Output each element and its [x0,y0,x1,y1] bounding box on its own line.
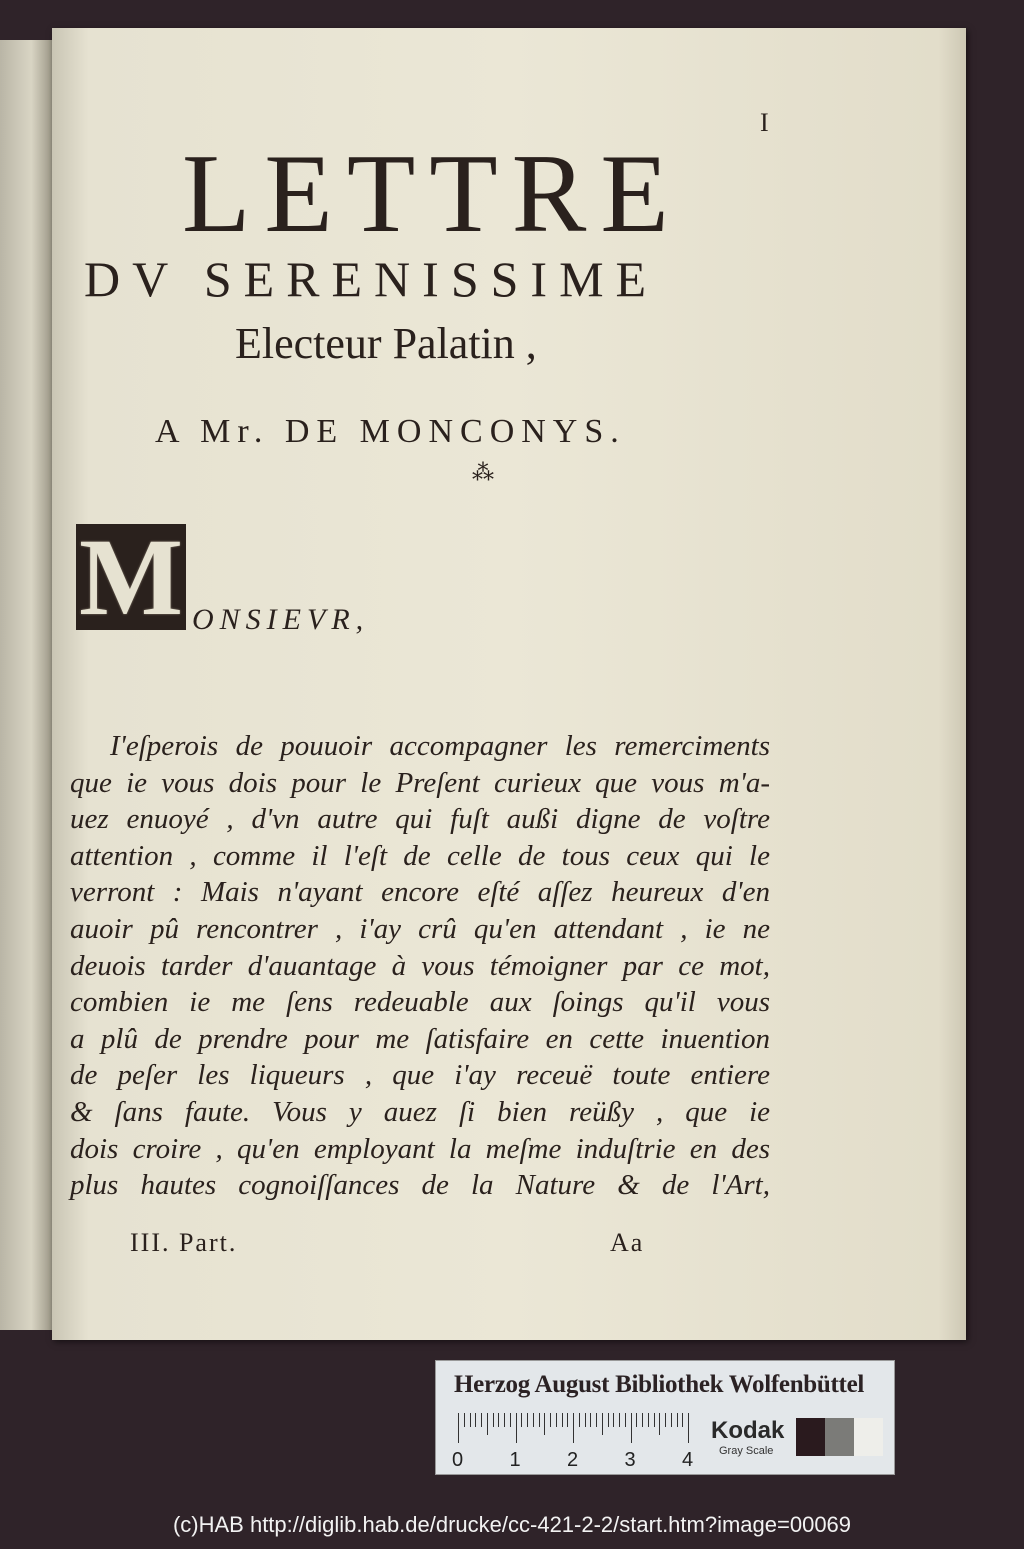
library-name: Herzog August Bibliothek Wolfenbüttel [454,1371,865,1398]
ruler-tick [688,1413,689,1443]
ruler-tick [619,1413,620,1427]
body-line: uez enuoyé , d'vn autre qui fuſt außi digne de voſtre [70,803,770,836]
body-line: auoir pû rencontrer , i'ay crû qu'en attendant , ie ne [70,912,770,945]
drop-cap-letter: M [79,516,183,638]
ornament-icon: ⁂ [472,460,494,485]
ruler-tick [464,1413,465,1427]
ruler-number: 2 [567,1449,579,1471]
facing-page-edge [0,40,52,1330]
book-page [52,28,966,1340]
ruler-tick [556,1413,557,1427]
ruler-tick [671,1413,672,1427]
body-line: plus hautes cognoiſſances de la Nature & de l'Art, [70,1169,770,1202]
ruler-tick [642,1413,643,1427]
subtitle-addressee: A Mr. DE MONCONYS. [155,413,626,450]
ruler-tick [475,1413,476,1427]
ruler-number: 3 [624,1449,636,1471]
ruler-tick [567,1413,568,1427]
ruler-tick [527,1413,528,1427]
ruler-number: 0 [452,1449,464,1471]
ruler-tick [613,1413,614,1427]
letter-body [70,728,770,1204]
ruler [458,1413,688,1443]
ruler-tick [493,1413,494,1427]
ruler-number: 4 [682,1449,694,1471]
ruler-tick [636,1413,637,1427]
drop-cap-initial [76,516,186,638]
page-title: LETTRE [182,132,683,256]
ruler-tick [516,1413,517,1443]
ruler-tick [539,1413,540,1427]
ruler-tick [470,1413,471,1427]
ruler-tick [573,1413,574,1443]
ruler-tick [481,1413,482,1427]
ruler-tick [585,1413,586,1427]
library-color-card [435,1360,895,1475]
ruler-tick [682,1413,683,1427]
footer-part: III. Part. [130,1228,238,1257]
ruler-tick [521,1413,522,1427]
body-line: & ſans faute. Vous y auez ſi bien reüßy , que ie [70,1095,770,1128]
ruler-tick [544,1413,545,1435]
ruler-number: 1 [509,1449,521,1471]
ruler-tick [487,1413,488,1435]
ruler-tick [665,1413,666,1427]
page-number: I [760,108,769,137]
ruler-tick [608,1413,609,1427]
body-line: que ie vous dois pour le Preſent curieux que vous m'a- [70,766,770,799]
gray-swatch [825,1418,854,1456]
ruler-tick [579,1413,580,1427]
body-line: verront : Mais n'ayant encore eſté aſſez heureux d'en [70,876,770,909]
ruler-tick [590,1413,591,1427]
ruler-tick [602,1413,603,1435]
ruler-tick [458,1413,459,1443]
body-line: I'eſperois de pouuoir accompagner les remerciments [110,730,770,762]
ruler-tick [625,1413,626,1427]
ruler-tick [504,1413,505,1427]
ruler-tick [596,1413,597,1427]
gray-scale-label: Gray Scale [719,1445,774,1457]
ruler-tick [677,1413,678,1427]
ruler-tick [631,1413,632,1443]
body-line: dois croire , qu'en employant la meſme induſtrie en des [70,1132,770,1165]
body-line: a plû de prendre pour me ſatisfaire en cette inuention [70,1022,770,1055]
ruler-tick [533,1413,534,1427]
ruler-tick [654,1413,655,1427]
gray-swatch [854,1418,883,1456]
body-line: combien ie me ſens redeuable aux ſoings qu'il vous [70,986,770,1019]
subtitle-serenissime: DV SERENISSIME [84,251,659,307]
signature-mark: Aa [610,1228,645,1257]
gray-swatch [796,1418,825,1456]
ruler-tick [562,1413,563,1427]
body-line: de peſer les liqueurs , que i'ay receuë toute entiere [70,1059,770,1092]
ruler-tick [659,1413,660,1435]
body-line: attention , comme il l'eſt de celle de tous ceux qui le [70,839,770,872]
kodak-logo: Kodak [711,1417,785,1444]
ruler-tick [550,1413,551,1427]
body-line: deuois tarder d'auantage à vous témoigner par ce mot, [70,949,770,982]
ruler-tick [648,1413,649,1427]
salutation: ONSIEVR, [192,603,370,636]
credit-url: (c)HAB http://diglib.hab.de/drucke/cc-421-2-2/start.htm?image=00069 [172,1512,852,1537]
subtitle-electeur: Electeur Palatin , [235,319,537,368]
ruler-tick [498,1413,499,1427]
ruler-tick [510,1413,511,1427]
